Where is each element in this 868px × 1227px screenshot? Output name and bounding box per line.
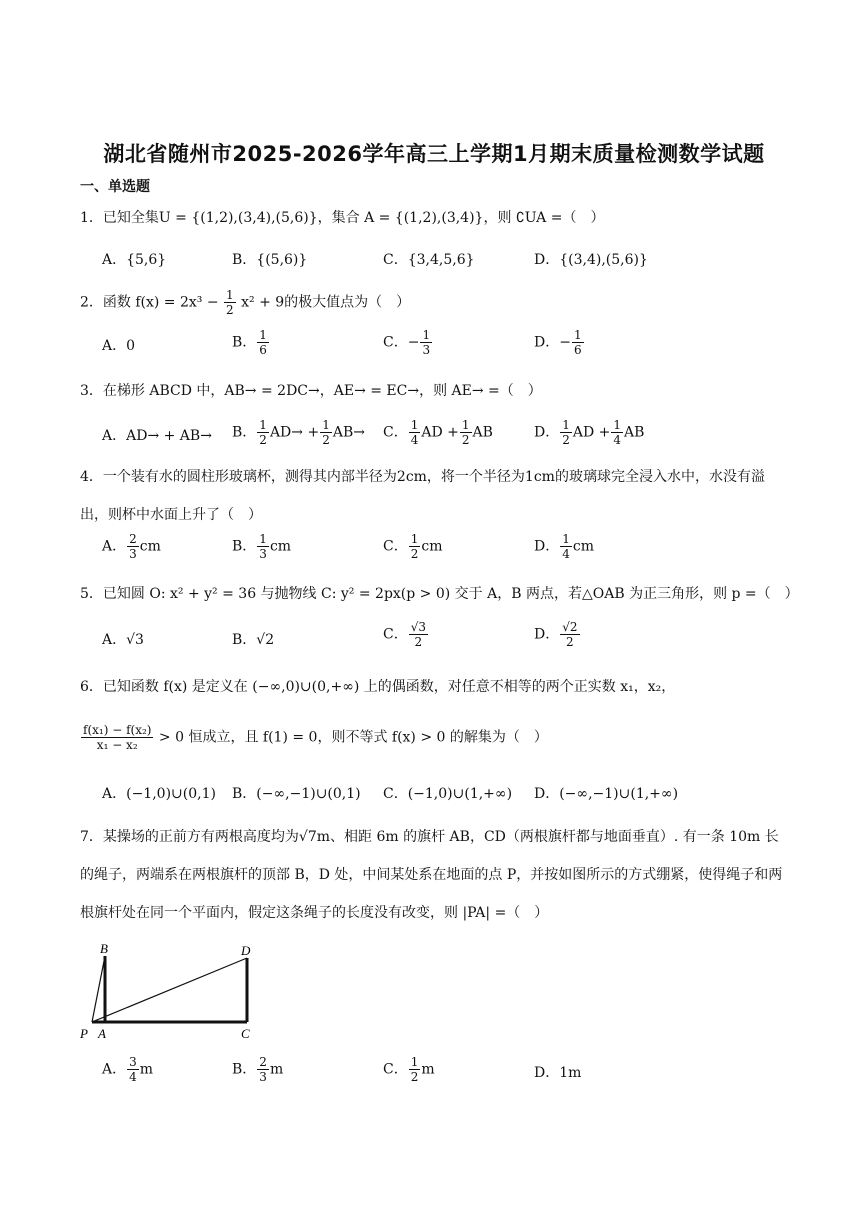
label-p: P bbox=[80, 1026, 88, 1041]
q3-option-b: B． $\frac{1}{2}$ AD→ + $\frac{1}{2}$ AB→ bbox=[232, 418, 365, 447]
question-5-stem: 5．已知圆 O: x² + y² = 36 与抛物线 C: y² = 2px(p > 0) 交于 A，B 两点，若△OAB 为正三角形，则 p =（ ） bbox=[80, 586, 799, 602]
q2-option-a: A．0 bbox=[102, 338, 136, 354]
q3-option-c: C． $\frac{1}{4}$ AD + $\frac{1}{2}$ AB bbox=[383, 418, 493, 447]
q6-condition-fraction: $\frac{\text{f(x₁) − f(x₂)}}{\text{x₁ − x₂}}$ bbox=[83, 723, 152, 752]
q5-option-b: B．√2 bbox=[232, 632, 275, 648]
q1-option-a: A．{5,6} bbox=[102, 252, 167, 268]
question-3-stem: 3．在梯形 ABCD 中，AB→ = 2DC→，AE→ = EC→，则 AE→ =（ ） bbox=[80, 383, 542, 399]
q4-option-c: C． $\frac{1}{2}$ cm bbox=[383, 532, 443, 561]
q4-option-a: A． $\frac{2}{3}$ cm bbox=[102, 532, 161, 561]
rope-pb bbox=[92, 956, 105, 1022]
page-title: 湖北省随州市2025-2026学年高三上学期1月期末质量检测数学试题 bbox=[103, 142, 765, 166]
question-6-condition: $\frac{\text{f(x₁) − f(x₂)}}{\text{x₁ − x₂}}$ > 0 恒成立，且 f(1) = 0，则不等式 f(x) > 0 的解集为（ ） bbox=[83, 723, 548, 752]
q3-option-d: D． $\frac{1}{2}$ AD + $\frac{1}{4}$ AB bbox=[534, 418, 645, 447]
q2-stem-post: x² + 9的极大值点为（ ） bbox=[241, 294, 411, 311]
label-c: C bbox=[241, 1026, 250, 1041]
q4-option-d: D． $\frac{1}{4}$ cm bbox=[534, 532, 594, 561]
q1-option-d: D．{(3,4),(5,6)} bbox=[534, 252, 648, 268]
question-4-stem: 4．一个装有水的圆柱形玻璃杯，测得其内部半径为2cm，将一个半径为1cm的玻璃球完全浸入水中，水没有溢出，则杯中水面上升了（ ） bbox=[80, 469, 765, 523]
q1-option-b: B．{(5,6)} bbox=[232, 252, 308, 268]
rope-pd bbox=[92, 958, 247, 1022]
q3-option-a: A．AD→ + AB→ bbox=[102, 428, 212, 444]
question-1-stem: 1．已知全集U = {(1,2),(3,4),(5,6)}，集合 A = {(1,2),(3,4)}，则 ∁UA =（ ） bbox=[80, 210, 605, 226]
q7-option-c: C． $\frac{1}{2}$ m bbox=[383, 1055, 435, 1084]
q4-option-b: B． $\frac{1}{3}$ cm bbox=[232, 532, 292, 561]
question-6-stem: 6．已知函数 f(x) 是定义在 (−∞,0)∪(0,+∞) 上的偶函数，对任意不相等的两个正实数 x₁，x₂， bbox=[80, 679, 676, 695]
q6-option-a: A．(−1,0)∪(0,1) bbox=[102, 786, 216, 802]
label-d: D bbox=[241, 943, 251, 958]
label-b: B bbox=[100, 942, 108, 956]
q2-stem-pre: 2．函数 f(x) = 2x³ − bbox=[80, 294, 219, 311]
q2-option-d: D．− $\frac{1}{6}$ bbox=[534, 328, 582, 357]
q5-option-a: A．√3 bbox=[102, 632, 144, 648]
flagpole-figure bbox=[78, 942, 268, 1044]
q6-option-b: B．(−∞,−1)∪(0,1) bbox=[232, 786, 361, 802]
question-2-stem bbox=[80, 288, 410, 317]
q6-option-c: C．(−1,0)∪(1,+∞) bbox=[383, 786, 513, 802]
q2-option-b: B． $\frac{1}{6}$ bbox=[232, 328, 267, 357]
label-a: A bbox=[98, 1026, 106, 1041]
q2-option-c: C．− $\frac{1}{3}$ bbox=[383, 328, 431, 357]
question-7-stem: 7．某操场的正前方有两根高度均为√7m、相距 6m 的旗杆 AB，CD（两根旗杆都与地面垂直）. 有一条 10m 长的绳子，两端系在两根旗杆的顶部 B，D 处，中间某处系在地面的点 P，并按如图所示的方式绷紧，使得绳子和两根旗杆处在同一个平面内，假定这条绳子的长度没有改变，则 |PA| =（ ） bbox=[80, 829, 783, 921]
q5-option-c: C． $\frac{√3}{2}$ bbox=[383, 620, 426, 649]
q7-option-d: D．1m bbox=[534, 1065, 582, 1081]
q6-option-d: D．(−∞,−1)∪(1,+∞) bbox=[534, 786, 679, 802]
q5-option-d: D． $\frac{√2}{2}$ bbox=[534, 620, 578, 649]
q7-option-a: A． $\frac{3}{4}$ m bbox=[102, 1055, 154, 1084]
section-heading: 一、单选题 bbox=[80, 179, 150, 195]
q2-stem-fraction: $\frac{1}{2}$ bbox=[226, 288, 234, 317]
q7-option-b: B． $\frac{2}{3}$ m bbox=[232, 1055, 284, 1084]
q1-option-c: C．{3,4,5,6} bbox=[383, 252, 475, 268]
